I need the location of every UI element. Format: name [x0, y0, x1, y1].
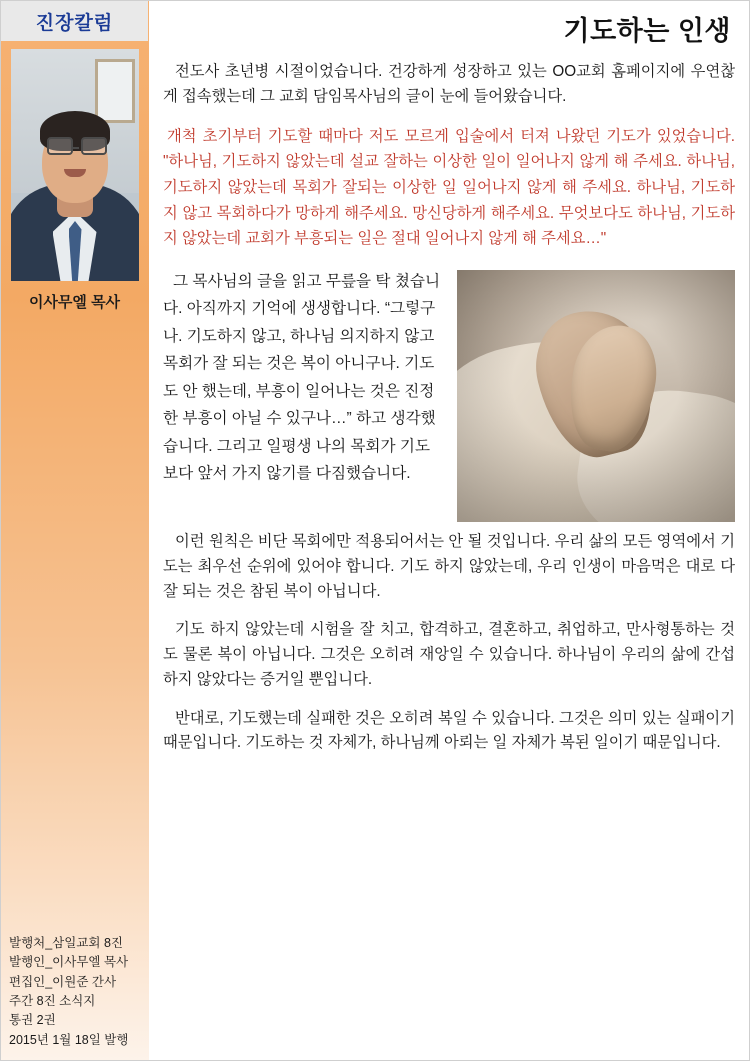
paragraph-reflection: 그 목사님의 글을 읽고 무릎을 탁 쳤습니다. 아직까지 기억에 생생합니다. “그렇구나. 기도하지 않고, 하나님 의지하지 않고 목회가 잘 되는 것은 복이 아니구나. 기도도 안 했는데, 부흥이 일어나는 것은 진정한 부흥이 아닐 수 있구나…” 하고 생각했습니다. 그리고 일평생 나의 목회가 기도보다 앞서 가지 않기를 다짐했습니다.: [163, 272, 441, 483]
photo-vignette: [457, 270, 735, 522]
paragraph-intro: 전도사 초년병 시절이었습니다. 건강하게 성장하고 있는 OO교회 홈페이지에 우연찮게 접속했는데 그 교회 담임목사님의 글이 눈에 들어왔습니다.: [163, 63, 735, 105]
praying-hands-photo: [457, 270, 735, 522]
glasses-right-icon: [81, 137, 107, 155]
paragraph-principle: 이런 원칙은 비단 목회에만 적용되어서는 안 될 것입니다. 우리 삶의 모든 영역에서 기도는 최우선 순위에 있어야 합니다. 기도 하지 않았는데, 우리 인생이 마음먹은 대로 다 잘 되는 것은 참된 복이 아닙니다.: [163, 532, 735, 600]
glasses-bridge-icon: [71, 147, 79, 149]
colophon-line-date: 2015년 1월 18일 발행: [9, 1032, 129, 1047]
column-badge-label: 진장칼럼: [35, 12, 114, 34]
colophon-line-editor: 편집인_이원준 간사: [9, 974, 117, 989]
author-name: 이사무엘 목사: [28, 294, 121, 311]
column-badge-bar: [1, 1, 148, 41]
article-content: [149, 1, 749, 1060]
glasses-left-icon: [47, 137, 73, 155]
colophon-line-publisher: 발행처_삼일교회 8진: [9, 935, 123, 950]
colophon-line-volume: 통권 2권: [9, 1013, 56, 1028]
sidebar: [1, 1, 149, 1060]
paragraph-conclusion: 반대로, 기도했는데 실패한 것은 오히려 복일 수 있습니다. 그것은 의미 있는 실패이기 때문입니다. 기도하는 것 자체가, 하나님께 아뢰는 일 자체가 복된 일이기 때문입니다.: [163, 709, 735, 752]
colophon-line-bulletin: 주간 8진 소식지: [9, 993, 96, 1008]
author-portrait: [11, 49, 139, 281]
paragraph-examples: 기도 하지 않았는데 시험을 잘 치고, 합격하고, 결혼하고, 취업하고, 만사형통하는 것도 물론 복이 아닙니다. 그것은 오히려 재앙일 수 있습니다. 하나님이 우리의 삶에 간섭하지 않았다는 증거일 뿐입니다.: [163, 621, 735, 688]
photo-image: [457, 270, 735, 522]
portrait-smile: [64, 169, 86, 177]
page-title: 기도하는 인생: [563, 16, 731, 46]
figure-text-block: [163, 268, 735, 530]
colophon: [9, 934, 128, 1050]
pull-quote-red: 개척 초기부터 기도할 때마다 저도 모르게 입술에서 터져 나왔던 기도가 있었습니다. "하나님, 기도하지 않았는데 설교 잘하는 이상한 일이 일어나지 않게 해 주세요. 하나님, 기도하지 않았는데 목회가 잘되는 이상한 일 일어나지 않게 해 주세요. 하나님, 기도하지 않고 목회하다가 망하게 해주세요. 망신당하게 해주세요. 무엇보다도 하나님, 기도하지 않았는데 교회가 부흥되는 일은 절대 일어나지 않게 해 주세요…": [163, 127, 735, 248]
portrait-image: [11, 49, 139, 281]
colophon-line-issuer: 발행인_이사무엘 목사: [9, 955, 129, 970]
picture-frame-icon: [95, 59, 135, 123]
